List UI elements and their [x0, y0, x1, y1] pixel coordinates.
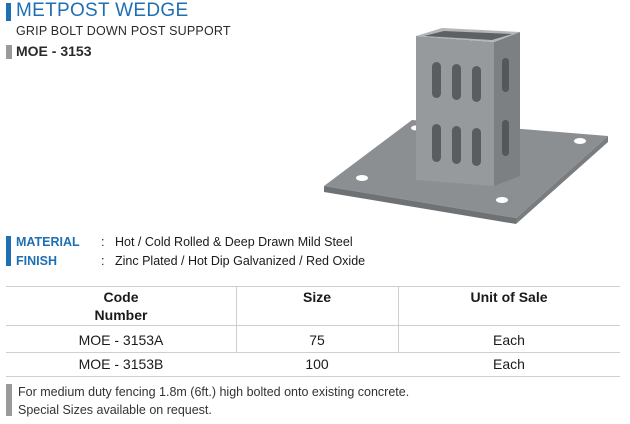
title-accent-bar — [6, 3, 11, 21]
bolt-hole — [356, 175, 368, 181]
product-table — [6, 286, 620, 386]
note-line: For medium duty fencing 1.8m (6ft.) high bolted onto existing concrete. — [18, 385, 410, 399]
socket-right-face — [494, 32, 520, 186]
spec-colon: : — [101, 235, 105, 249]
spec-label-finish: FINISH — [16, 254, 57, 268]
cell-size: 75 — [309, 332, 325, 348]
code-accent-bar — [6, 45, 12, 59]
product-title: METPOST WEDGE — [16, 0, 189, 21]
wedge-slot — [452, 64, 461, 100]
cell-unit: Each — [493, 356, 525, 372]
wedge-slot — [452, 126, 461, 164]
wedge-slot — [502, 58, 509, 92]
bolt-hole — [496, 197, 508, 203]
column-header-code-line: Code — [103, 289, 139, 305]
table-rule — [6, 325, 620, 326]
product-code: MOE - 3153 — [16, 43, 92, 59]
spec-label-material: MATERIAL — [16, 235, 80, 249]
column-header-size: Size — [302, 289, 331, 305]
spec-accent-bar — [6, 236, 11, 266]
table-rule — [6, 286, 620, 287]
note-line: Special Sizes available on request. — [18, 403, 212, 417]
product-subtitle: GRIP BOLT DOWN POST SUPPORT — [16, 24, 231, 38]
cell-unit: Each — [493, 332, 525, 348]
wedge-slot — [432, 62, 441, 98]
table-rule — [6, 376, 620, 377]
product-image — [316, 28, 616, 224]
table-rule — [6, 352, 620, 353]
spec-value-finish: Zinc Plated / Hot Dip Galvanized / Red Oxide — [115, 254, 366, 268]
wedge-slot — [472, 128, 481, 166]
spec-colon: : — [101, 254, 105, 268]
spec-value-material: Hot / Cold Rolled & Deep Drawn Mild Steel — [115, 235, 353, 249]
wedge-slot — [432, 124, 441, 162]
cell-size: 100 — [305, 356, 329, 372]
cell-code: MOE - 3153B — [78, 356, 164, 372]
wedge-slot — [502, 120, 509, 156]
bolt-hole — [574, 138, 586, 144]
column-header-unit: Unit of Sale — [470, 289, 548, 305]
column-header-code-line: Number — [94, 307, 148, 323]
note-accent-bar — [6, 384, 12, 416]
column-header-code — [6, 288, 236, 324]
wedge-slot — [472, 66, 481, 102]
cell-code: MOE - 3153A — [78, 332, 164, 348]
